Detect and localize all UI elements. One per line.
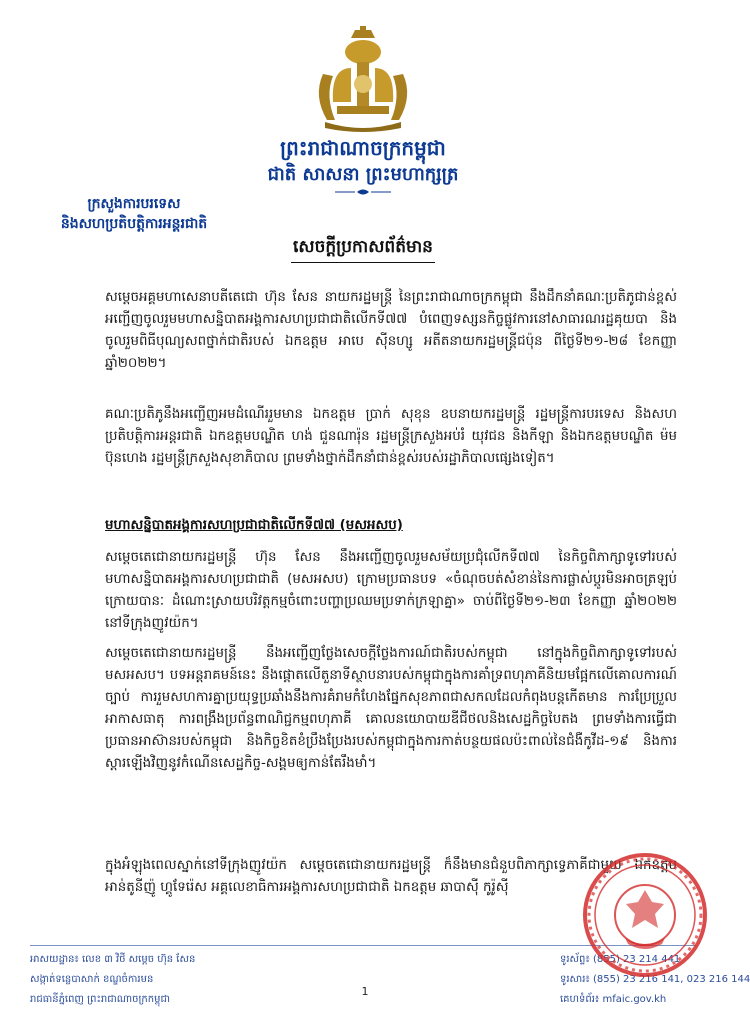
- address-line-1: អាសយដ្ឋាន៖ លេខ ៣ វិថី សម្តេច ហ៊ុន សែន: [30, 954, 196, 965]
- title-underline: [291, 262, 435, 263]
- paragraph-3: សម្តេចតេជោនាយករដ្ឋមន្ត្រី ហ៊ុន សែន នឹងអញ្ជើញចូលរួមសម័យប្រជុំលើកទី៧៧ នៃកិច្ចពិភាក្សាទូទៅរបស់មហាសន្និបាតអង្គការសហប្រជាជាតិ (មសអសប) ក្រោមប្រធានបទ «ចំណុចបត់សំខាន់នៃការផ្លាស់ប្តូរមិនអាចត្រឡប់ក្រោយបានៈ ដំណោះស្រាយបរិវត្តកម្មចំពោះបញ្ហាប្រឈមប្រទាក់ក្រឡាគ្នា» ចាប់ពីថ្ងៃទី២១-២៣ ខែកញ្ញា ឆ្នាំ២០២២ នៅទីក្រុងញូវយ៉ក។: [105, 550, 677, 631]
- kingdom-title: ព្រះរាជាណាចក្រកម្ពុជា: [280, 136, 446, 160]
- phone-line: ទូរស័ព្ទ៖ (855) 23 214 441: [560, 954, 681, 965]
- website-line: គេហទំព័រ៖ mfaic.gov.kh: [560, 994, 667, 1005]
- section-subheading: មហាសន្និបាតអង្គការសហប្រជាជាតិលើកទី៧៧ (មសអសប): [105, 518, 403, 533]
- paragraph-1: សម្តេចអគ្គមហាសេនាបតីតេជោ ហ៊ុន សែន នាយករដ្ឋមន្ត្រី នៃព្រះរាជាណាចក្រកម្ពុជា នឹងដឹកនាំគណៈប្រតិភូជាន់ខ្ពស់ អញ្ជើញចូលរួមមហាសន្និបាតអង្គការសហប្រជាជាតិលើកទី៧៧ បំពេញទស្សនកិច្ចផ្លូវការនៅសាធារណរដ្ឋគុយបា និងចូលរួមពិធីបុណ្យសពថ្នាក់ជាតិរបស់ ឯកឧត្តម អាបេ ស៊ីនហ្សូ អតីតនាយករដ្ឋមន្ត្រីជប៉ុន ពីថ្ងៃទី២១-២៨ ខែកញ្ញា ឆ្នាំ២០២២។: [105, 290, 677, 371]
- ministry-name-line-1: ក្រសួងការបរទេស: [87, 196, 181, 212]
- paragraph-5: ក្នុងអំឡុងពេលស្នាក់នៅទីក្រុងញូវយ៉ក សម្តេចតេជោនាយករដ្ឋមន្ត្រី ក៏នឹងមានជំនួបពិភាក្សាទ្វេភាគីជាមួយ ឯកឧត្តម អាន់តូនីញ៉ូ ហ្គូទែរ៉េស អគ្គលេខាធិការអង្គការសហប្រជាជាតិ ឯកឧត្តម ឆាបាស៊ី កូរ៉ូស៊ី: [105, 858, 677, 895]
- official-seal-icon: [580, 850, 710, 980]
- address-line-2: សង្កាត់ទន្លេបាសាក់ ខណ្ឌចំការមន: [30, 974, 154, 985]
- ministry-name-line-2: និងសហប្រតិបត្តិការអន្តរជាតិ: [60, 216, 208, 232]
- document-title: សេចក្តីប្រកាសព័ត៌មាន: [293, 237, 433, 257]
- fax-line: ទូរសារ៖ (855) 23 216 141, 023 216 144: [560, 974, 750, 985]
- paragraph-4: សម្តេចតេជោនាយករដ្ឋមន្ត្រី នឹងអញ្ជើញថ្លែងសេចក្តីថ្លែងការណ៍ជាតិរបស់កម្ពុជា នៅក្នុងកិច្ចពិភាក្សាទូទៅរបស់ មសអសប។ បទអន្តរាគមន៍នេះ នឹងផ្តោតលើតួនាទីស្ថាបនារបស់កម្ពុជាក្នុងការគាំទ្រពហុភាគីនិយមផ្អែកលើគោលការណ៍ច្បាប់ ការរួមសហការគ្នាប្រយុទ្ធប្រឆាំងនឹងការគំរាមកំហែងផ្នែកសុខភាពជាសកលដែលកំពុងបន្តកើតមាន ការប្រែប្រួលអាកាសធាតុ ការពង្រឹងប្រព័ន្ធពាណិជ្ជកម្មពហុភាគី គោលនយោបាយឌីជីថលនិងសេដ្ឋកិច្ចបៃតង ព្រមទាំងការធ្វើជាប្រធានអាស៊ានរបស់កម្ពុជា និងកិច្ចខិតខំប្រឹងប្រែងរបស់កម្ពុជាក្នុងការកាត់បន្ថយផលប៉ះពាល់នៃជំងឺកូវីដ-១៩ និងការស្តារឡើងវិញនូវកំណើនសេដ្ឋកិច្ច-សង្គមឲ្យកាន់តែរឹងមាំ។: [105, 646, 677, 771]
- address-line-3: រាជធានីភ្នំពេញ ព្រះរាជាណាចក្រកម្ពុជា: [30, 994, 170, 1005]
- footer-address: [30, 950, 360, 1010]
- ornament-divider-icon: [333, 187, 393, 197]
- paragraph-2: គណៈប្រតិភូនឹងអញ្ជើញអមដំណើររួមមាន ឯកឧត្តម ប្រាក់ សុខុន ឧបនាយករដ្ឋមន្ត្រី រដ្ឋមន្ត្រីការបរទេស និងសហប្រតិបត្តិការអន្តរជាតិ ឯកឧត្តមបណ្ឌិត ហង់ ជួនណារ៉ុន រដ្ឋមន្ត្រីក្រសួងអប់រំ យុវជន និងកីឡា និងឯកឧត្តមបណ្ឌិត ម៉ម ប៊ុនហេង រដ្ឋមន្ត្រីក្រសួងសុខាភិបាល ព្រមទាំងថ្នាក់ដឹកនាំជាន់ខ្ពស់របស់រដ្ឋាភិបាលផ្សេងទៀត។: [105, 407, 677, 466]
- page-number: 1: [361, 985, 369, 998]
- national-motto: ជាតិ សាសនា ព្រះមហាក្សត្រ: [267, 164, 459, 185]
- royal-emblem-icon: [311, 22, 415, 134]
